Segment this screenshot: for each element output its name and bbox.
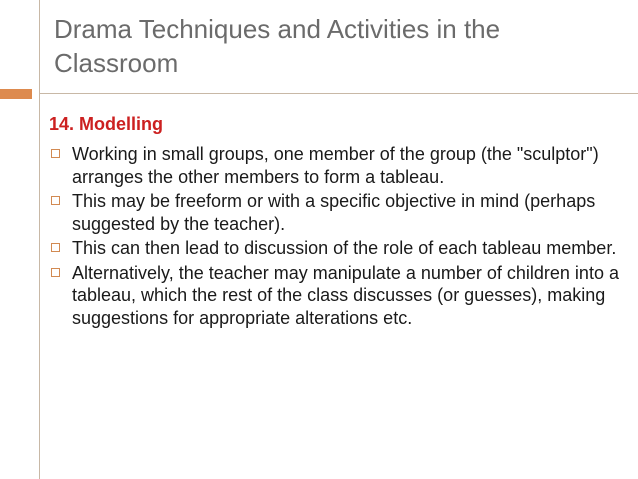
title-underline-rule — [39, 93, 638, 94]
bullet-text: This can then lead to discussion of the role of each tableau member. — [72, 238, 617, 258]
bullet-item — [49, 190, 629, 235]
bullet-item — [49, 262, 629, 330]
accent-bar — [0, 89, 32, 99]
hollow-square-bullet-icon — [51, 243, 60, 252]
slide-title: Drama Techniques and Activities in the Classroom — [54, 14, 501, 78]
hollow-square-bullet-icon — [51, 149, 60, 158]
bullet-text: Working in small groups, one member of the group (the "sculptor") arranges the other members to form a tableau. — [72, 144, 599, 187]
bullet-text: Alternatively, the teacher may manipulate a number of children into a tableau, which the rest of the class discusses (or guesses), making suggestions for appropriate alterations etc. — [72, 262, 619, 328]
hollow-square-bullet-icon — [51, 268, 60, 277]
section-subheading: 14. Modelling — [49, 114, 164, 134]
bullet-list — [49, 143, 629, 331]
bullet-item — [49, 237, 629, 260]
vertical-divider-line — [39, 0, 40, 479]
hollow-square-bullet-icon — [51, 196, 60, 205]
bullet-text: This may be freeform or with a specific objective in mind (perhaps suggested by the teacher). — [72, 191, 596, 234]
bullet-item — [49, 143, 629, 188]
